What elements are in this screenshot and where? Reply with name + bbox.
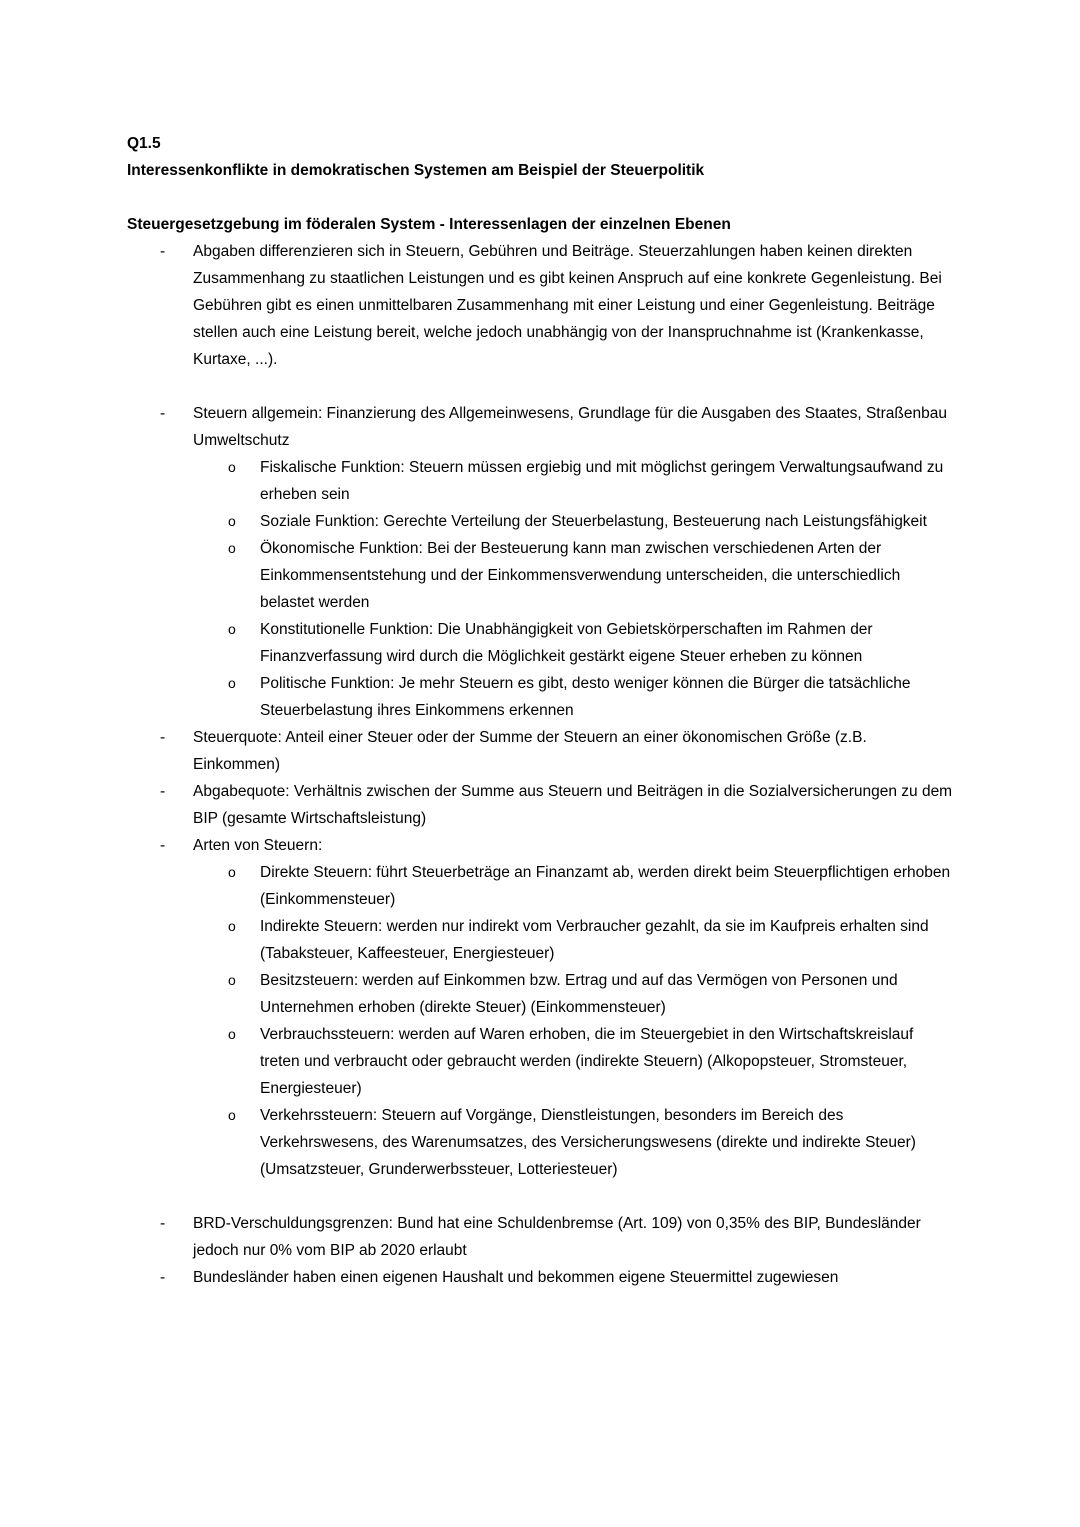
dash-bullet-marker: - [160,1215,166,1232]
bullet-item-text: Abgaben differenzieren sich in Steuern, Gebühren und Beiträge. Steuerzahlungen haben keinen direkten Zusammenhang zu staatlichen Leistungen und es gibt keinen Anspruch auf eine konkrete Gegenleistung. Bei Gebühren gibt es einen unmittelbaren Zusammenhang mit einer Leistung und einer Gegenleistung. Beiträge stellen auch eine Leistung bereit, welche jedoch unabhängig von der Inanspruchnahme ist (Krankenkasse, Kurtaxe, ...). [193,243,942,368]
bullet-item-text: Fiskalische Funktion: Steuern müssen ergiebig und mit möglichst geringem Verwaltungsaufwand zu erheben sein [260,459,944,503]
bullet-item-level2 [127,859,955,913]
bullet-item-text: Arten von Steuern: [193,837,323,854]
dash-bullet-marker: - [160,243,166,260]
circle-bullet-marker: o [228,918,236,934]
bullet-item-level2 [127,913,955,967]
bullet-item-text: BRD-Verschuldungsgrenzen: Bund hat eine Schuldenbremse (Art. 109) von 0,35% des BIP, Bundesländer jedoch nur 0% vom BIP ab 2020 erlaubt [193,1215,921,1259]
bullet-item-level1 [127,832,955,859]
circle-bullet-marker: o [228,621,236,637]
bullet-item-level1 [127,778,955,832]
bullet-item-text: Soziale Funktion: Gerechte Verteilung der Steuerbelastung, Besteuerung nach Leistungsfähigkeit [260,513,927,530]
document-heading: Q1.5 [127,135,161,152]
circle-bullet-marker: o [228,459,236,475]
bullet-item-level2 [127,670,955,724]
bullet-item-level1 [127,1210,955,1264]
circle-bullet-marker: o [228,864,236,880]
bullet-item-text: Konstitutionelle Funktion: Die Unabhängigkeit von Gebietskörperschaften im Rahmen der Finanzverfassung wird durch die Möglichkeit gestärkt eigene Steuer erheben zu können [260,621,873,665]
bullet-item-level1 [127,238,955,373]
dash-bullet-marker: - [160,1269,166,1286]
bullet-item-text: Abgabequote: Verhältnis zwischen der Summe aus Steuern und Beiträgen in die Sozialversicherungen zu dem BIP (gesamte Wirtschaftsleistung) [193,783,953,827]
bullet-item-level1 [127,400,955,454]
dash-bullet-marker: - [160,729,166,746]
circle-bullet-marker: o [228,513,236,529]
bullet-item-level2 [127,1021,955,1102]
paragraph-gap [127,373,955,400]
document-subtitle: Interessenkonflikte in demokratischen Systemen am Beispiel der Steuerpolitik [127,162,705,179]
bullet-item-level2 [127,454,955,508]
dash-bullet-marker: - [160,405,166,422]
bullet-item-level2 [127,1102,955,1183]
bullet-list [127,238,955,1291]
bullet-item-text: Verbrauchssteuern: werden auf Waren erhoben, die im Steuergebiet in den Wirtschaftskreislauf treten und verbraucht oder gebraucht werden (indirekte Steuern) (Alkopopsteuer, Stromsteuer, Energiesteuer) [260,1026,914,1097]
bullet-item-level1 [127,724,955,778]
bullet-item-text: Bundesländer haben einen eigenen Haushalt und bekommen eigene Steuermittel zugewiesen [193,1269,839,1286]
bullet-item-text: Verkehrssteuern: Steuern auf Vorgänge, Dienstleistungen, besonders im Bereich des Verkehrswesens, des Warenumsatzes, des Versicherungswesens (direkte und indirekte Steuer) (Umsatzsteuer, Grunderwerbssteuer, Lotteriesteuer) [260,1107,916,1178]
paragraph-gap [127,1183,955,1210]
bullet-item-text: Steuerquote: Anteil einer Steuer oder der Summe der Steuern an einer ökonomischen Größe (z.B. Einkommen) [193,729,867,773]
bullet-item-text: Besitzsteuern: werden auf Einkommen bzw. Ertrag und auf das Vermögen von Personen und Unternehmen erhoben (direkte Steuer) (Einkommensteuer) [260,972,898,1016]
circle-bullet-marker: o [228,1026,236,1042]
bullet-item-text: Ökonomische Funktion: Bei der Besteuerung kann man zwischen verschiedenen Arten der Einkommensentstehung und der Einkommensverwendung unterscheiden, die unterschiedlich belastet werden [260,540,901,611]
bullet-item-level2 [127,508,955,535]
circle-bullet-marker: o [228,540,236,556]
bullet-item-text: Politische Funktion: Je mehr Steuern es gibt, desto weniger können die Bürger die tatsächliche Steuerbelastung ihres Einkommens erkennen [260,675,911,719]
bullet-item-text: Direkte Steuern: führt Steuerbeträge an Finanzamt ab, werden direkt beim Steuerpflichtigen erhoben (Einkommensteuer) [260,864,951,908]
bullet-item-level2 [127,967,955,1021]
bullet-item-text: Steuern allgemein: Finanzierung des Allgemeinwesens, Grundlage für die Ausgaben des Staates, Straßenbau Umweltschutz [193,405,947,449]
bullet-item-level1 [127,1264,955,1291]
circle-bullet-marker: o [228,675,236,691]
circle-bullet-marker: o [228,1107,236,1123]
blank-line [127,184,955,211]
bullet-item-text: Indirekte Steuern: werden nur indirekt vom Verbraucher gezahlt, da sie im Kaufpreis erhalten sind (Tabaksteuer, Kaffeesteuer, Energiesteuer) [260,918,929,962]
dash-bullet-marker: - [160,783,166,800]
circle-bullet-marker: o [228,972,236,988]
bullet-item-level2 [127,616,955,670]
dash-bullet-marker: - [160,837,166,854]
bullet-item-level2 [127,535,955,616]
section-title: Steuergesetzgebung im föderalen System - Interessenlagen der einzelnen Ebenen [127,216,731,233]
